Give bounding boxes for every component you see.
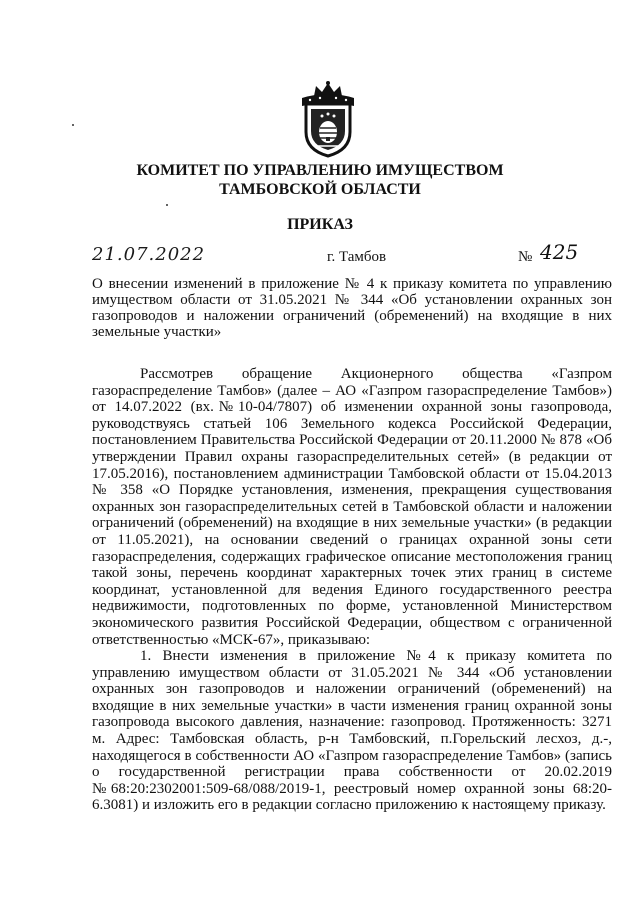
document-city: г. Тамбов <box>327 249 387 265</box>
document-number-label: № <box>518 249 533 265</box>
organization-name <box>0 161 640 199</box>
document-meta-row <box>92 242 612 270</box>
organization-name-line1: КОМИТЕТ ПО УПРАВЛЕНИЮ ИМУЩЕСТВОМ <box>136 162 504 179</box>
document-number: 425 <box>540 240 579 264</box>
coat-of-arms-icon <box>296 80 360 158</box>
body-paragraph-preamble: Рассмотрев обращение Акционерного общества «Газпром газораспределение Тамбов» (далее – АО «Газпром газораспределение Тамбов») от 14.07.2022 (вх.№10-04/7807) об изменении охранной зоны газопровода, руководствуясь статьей 106 Земельного кодекса Российской Федерации, постановлением Правительства Российской Федерации от 20.11.2000 № 878 «Об утверждении Правил охраны газораспределительных сетей» (в редакции от 17.05.2016), постановлением администрации Тамбовской области от 15.04.2013 № 358 «О Порядке установления, изменения, прекращения существования охранных зон газораспределительных сетей в Тамбовской области и наложении ограничений (обременений) на входящие в них земельные участки» (в редакции от 11.05.2021), на основании сведений о границах охранной зоны сети газораспределения, содержащих графическое описание местоположения границ такой зоны, перечень координат характерных точек этих границ в системе координат, установленной для ведения Единого государственного реестра недвижимости, подготовленных по форме, установленной Министерством экономического развития Российской Федерации, обществом с ограниченной ответственностью «МСК-67», приказываю: <box>92 366 612 648</box>
organization-name-line2: ТАМБОВСКОЙ ОБЛАСТИ <box>219 181 421 198</box>
body-paragraph-item-1: 1. Внести изменения в приложение №4 к приказу комитета по управлению имуществом области от 31.05.2021 № 344 «Об установлении охранных зон газопроводов и наложении ограничений (обременений) на входящие в них земельные участки» в части изменения границ охранной зоны газопровода высокого давления, назначение: газопровод. Протяженность: 3271 м. Адрес: Тамбовская область, р-н Тамбовский, п.Горельский лесхоз, д.-, находящегося в собственности АО «Газпром газораспределение Тамбов» (запись о государственной регистрации права собственности от 20.02.2019 №68:20:2302001:509-68/088/2019-1, реестровый номер охранной зоны 68:20-6.3081) и изложить его в редакции согласно приложению к настоящему приказу. <box>92 648 612 814</box>
document-type-title: ПРИКАЗ <box>287 216 353 233</box>
document-date: 21.07.2022 <box>92 244 206 265</box>
document-body <box>92 366 612 814</box>
document-subject: О внесении изменений в приложение № 4 к приказу комитета по управлению имуществом области от 31.05.2021 № 344 «Об установлении охранных зон газопроводов и наложении ограничений (обременений) на входящие в них земельные участки» <box>92 276 612 340</box>
